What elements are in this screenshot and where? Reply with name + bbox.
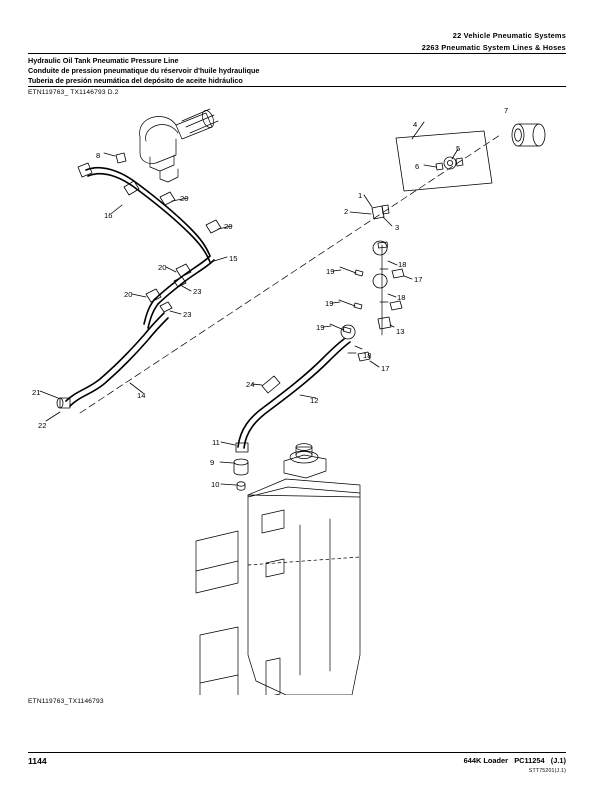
callout-23: 23 [193, 287, 202, 296]
leader-18-upper [388, 261, 397, 265]
callout-18: 18 [398, 260, 407, 269]
part-7-plug [512, 124, 545, 146]
part-17-upper [392, 269, 404, 278]
page-number: 1144 [28, 756, 47, 766]
footer-doc-id: STT75201(J.1) [528, 768, 566, 774]
callout-9: 9 [210, 458, 215, 467]
callout-18: 18 [397, 293, 406, 302]
leader-1 [364, 195, 372, 207]
callout-24: 24 [246, 380, 255, 389]
figure-code-bottom: ETN119763_TX1146793 [28, 698, 104, 705]
callout-12: 12 [310, 396, 319, 405]
callout-10: 10 [211, 480, 220, 489]
footer-divider [28, 752, 566, 753]
part-13-block [378, 317, 394, 329]
air-duct-assembly [140, 109, 218, 182]
footer-publication: PC11254 [514, 756, 545, 765]
part-14-hose [40, 313, 168, 421]
title-spanish: Tuberia de presión neumática del depósito de aceite hidráulico [28, 75, 243, 85]
header-divider [28, 53, 566, 54]
part-4-detail-box [396, 122, 492, 191]
figure-code-top: ETN119763_ TX1146793 D.2 [28, 89, 119, 96]
part-9-grommet [220, 459, 248, 475]
footer-revision: (J.1) [550, 756, 566, 765]
callout-3: 3 [395, 223, 400, 232]
callout-15: 15 [229, 254, 238, 263]
callout-2: 2 [344, 207, 349, 216]
callout-20: 20 [180, 194, 189, 203]
title-french: Conduite de pression pneumatique du réservoir d'huile hydraulique [28, 65, 260, 75]
callout-13: 13 [396, 327, 405, 336]
hydraulic-oil-tank [196, 444, 360, 695]
assembly-axis-dashed [80, 135, 500, 413]
page-header [422, 30, 566, 54]
callout-23: 23 [183, 310, 192, 319]
callout-20: 20 [124, 290, 133, 299]
callout-14: 14 [137, 391, 146, 400]
clamp-20-c [206, 220, 221, 233]
callout-20: 20 [224, 222, 233, 231]
callout-5: 5 [456, 144, 461, 153]
callout-17: 17 [381, 364, 390, 373]
upper-left-tube-assembly [78, 153, 232, 328]
leader-6 [424, 165, 436, 167]
part-12-hose [221, 339, 350, 452]
header-line-2: 2263 Pneumatic System Lines & Hoses [421, 43, 566, 52]
title-block [28, 56, 259, 85]
leader-21 [40, 391, 58, 398]
callout-1: 1 [358, 191, 363, 200]
callout-18: 18 [363, 351, 372, 360]
leader-3 [383, 217, 392, 226]
footer-machine: 644K Loader [463, 756, 509, 765]
callout-21: 21 [32, 388, 41, 397]
callout-8: 8 [96, 151, 101, 160]
part-17-middle [390, 301, 402, 310]
callout-19: 19 [325, 299, 334, 308]
leader-15 [214, 257, 227, 261]
leader-2 [350, 212, 371, 214]
callout-22: 22 [38, 421, 47, 430]
callout-4: 4 [413, 120, 418, 129]
callout-17: 17 [414, 275, 423, 284]
leader-11 [221, 442, 235, 445]
parts-diagram [0, 95, 612, 695]
callout-11: 11 [212, 438, 220, 447]
part-19-upper [340, 267, 356, 273]
callout-20: 20 [158, 263, 167, 272]
callout-16: 16 [104, 211, 113, 220]
clamp-group-lower [323, 324, 379, 367]
parts-diagram-svg [0, 95, 612, 695]
leader-8 [104, 153, 115, 156]
header-line-1: 22 Vehicle Pneumatic Systems [452, 31, 566, 40]
title-english: Hydraulic Oil Tank Pneumatic Pressure Line [28, 56, 179, 65]
part-10-nut [221, 482, 245, 490]
callout-6: 6 [415, 162, 420, 171]
leader-16 [112, 205, 122, 213]
footer-meta [464, 756, 566, 774]
title-divider [28, 86, 566, 87]
clamp-group-middle [332, 274, 402, 310]
callout-19: 19 [326, 267, 335, 276]
callout-7: 7 [504, 106, 509, 115]
leader-22 [46, 412, 60, 421]
callout-19: 19 [316, 323, 325, 332]
